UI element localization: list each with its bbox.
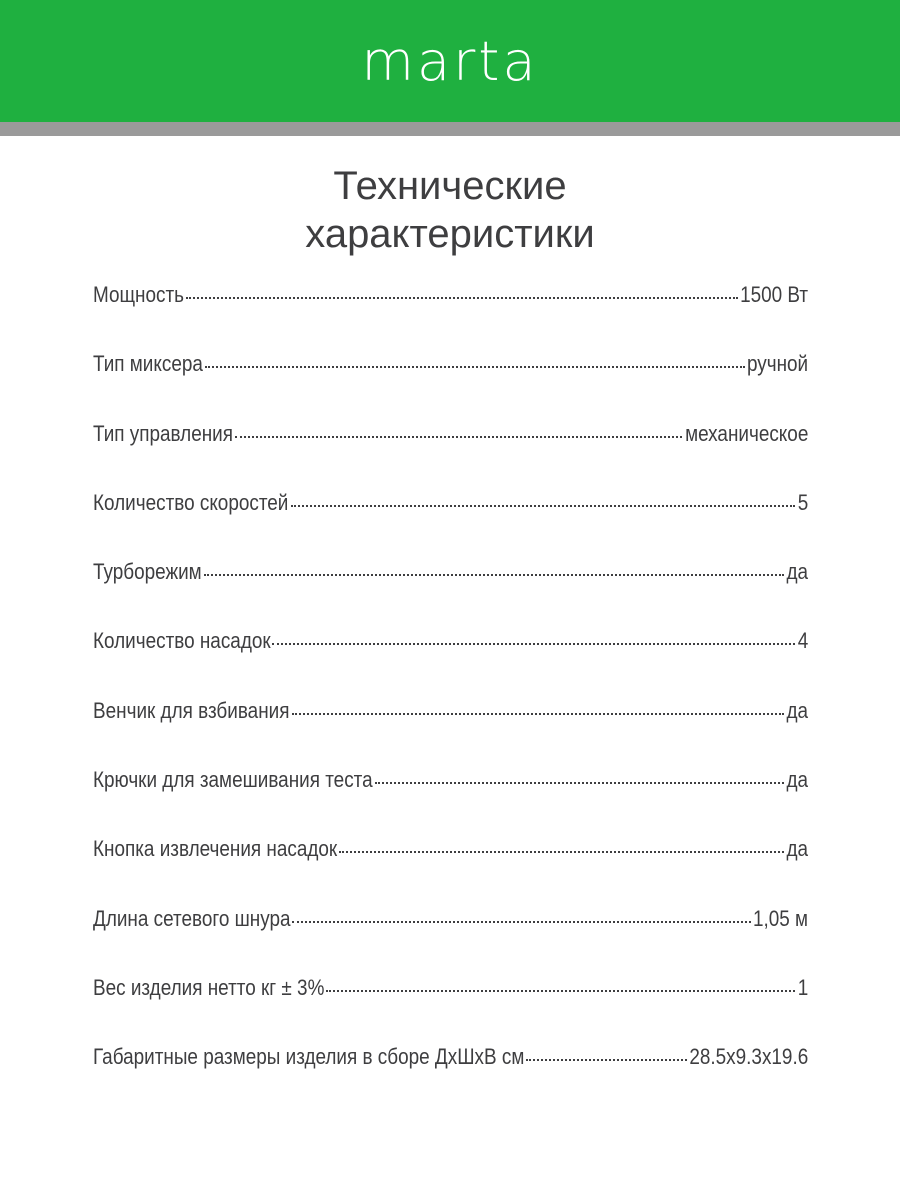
page-title bbox=[0, 162, 900, 258]
dot-leader bbox=[186, 297, 738, 299]
spec-value: да bbox=[786, 559, 808, 585]
spec-value: да bbox=[786, 697, 808, 723]
spec-row bbox=[93, 282, 808, 351]
spec-row bbox=[93, 1044, 808, 1113]
brand-logo: marta bbox=[361, 30, 539, 93]
spec-label: Габаритные размеры изделия в сборе ДхШхВ см bbox=[93, 1044, 525, 1070]
dot-leader bbox=[291, 505, 796, 507]
spec-label: Турборежим bbox=[93, 559, 202, 585]
spec-value: 1,05 м bbox=[752, 905, 808, 931]
page-title-line-2: характеристики bbox=[305, 212, 595, 256]
spec-value: ручной bbox=[746, 351, 808, 377]
spec-value: да bbox=[786, 836, 808, 862]
dot-leader bbox=[375, 782, 785, 784]
spec-row bbox=[93, 559, 808, 628]
dot-leader bbox=[292, 921, 751, 923]
spec-label: Длина сетевого шнура bbox=[93, 905, 291, 931]
spec-row bbox=[93, 351, 808, 420]
spec-value: механическое bbox=[684, 420, 808, 446]
spec-row bbox=[93, 906, 808, 975]
spec-value: 1 bbox=[797, 974, 808, 1000]
dot-leader bbox=[292, 713, 784, 715]
spec-label: Тип управления bbox=[93, 420, 233, 446]
spec-row bbox=[93, 767, 808, 836]
dot-leader bbox=[205, 366, 745, 368]
spec-label: Количество насадок bbox=[93, 628, 271, 654]
spec-row bbox=[93, 490, 808, 559]
spec-value: 4 bbox=[797, 628, 808, 654]
spec-row bbox=[93, 836, 808, 905]
spec-row bbox=[93, 421, 808, 490]
spec-value: 1500 Вт bbox=[739, 282, 808, 307]
specs-list bbox=[93, 282, 808, 1114]
spec-value: 5 bbox=[797, 489, 808, 515]
dot-leader bbox=[339, 851, 784, 853]
spec-label: Вес изделия нетто кг ± 3% bbox=[93, 974, 325, 1000]
spec-label: Крючки для замешивания теста bbox=[93, 767, 373, 793]
header-stripe bbox=[0, 122, 900, 136]
spec-label: Венчик для взбивания bbox=[93, 697, 290, 723]
spec-row bbox=[93, 698, 808, 767]
spec-label: Количество скоростей bbox=[93, 489, 289, 515]
page-title-line-1: Технические bbox=[333, 164, 567, 208]
dot-leader bbox=[204, 574, 784, 576]
dot-leader bbox=[235, 436, 683, 438]
spec-value: 28.5x9.3x19.6 bbox=[689, 1044, 808, 1070]
spec-label: Кнопка извлечения насадок bbox=[93, 836, 338, 862]
spec-row bbox=[93, 628, 808, 697]
spec-label: Тип миксера bbox=[93, 351, 203, 377]
dot-leader bbox=[326, 990, 795, 992]
spec-value: да bbox=[786, 767, 808, 793]
spec-row bbox=[93, 975, 808, 1044]
dot-leader bbox=[526, 1059, 687, 1061]
spec-label: Мощность bbox=[93, 282, 185, 307]
dot-leader bbox=[272, 643, 795, 645]
